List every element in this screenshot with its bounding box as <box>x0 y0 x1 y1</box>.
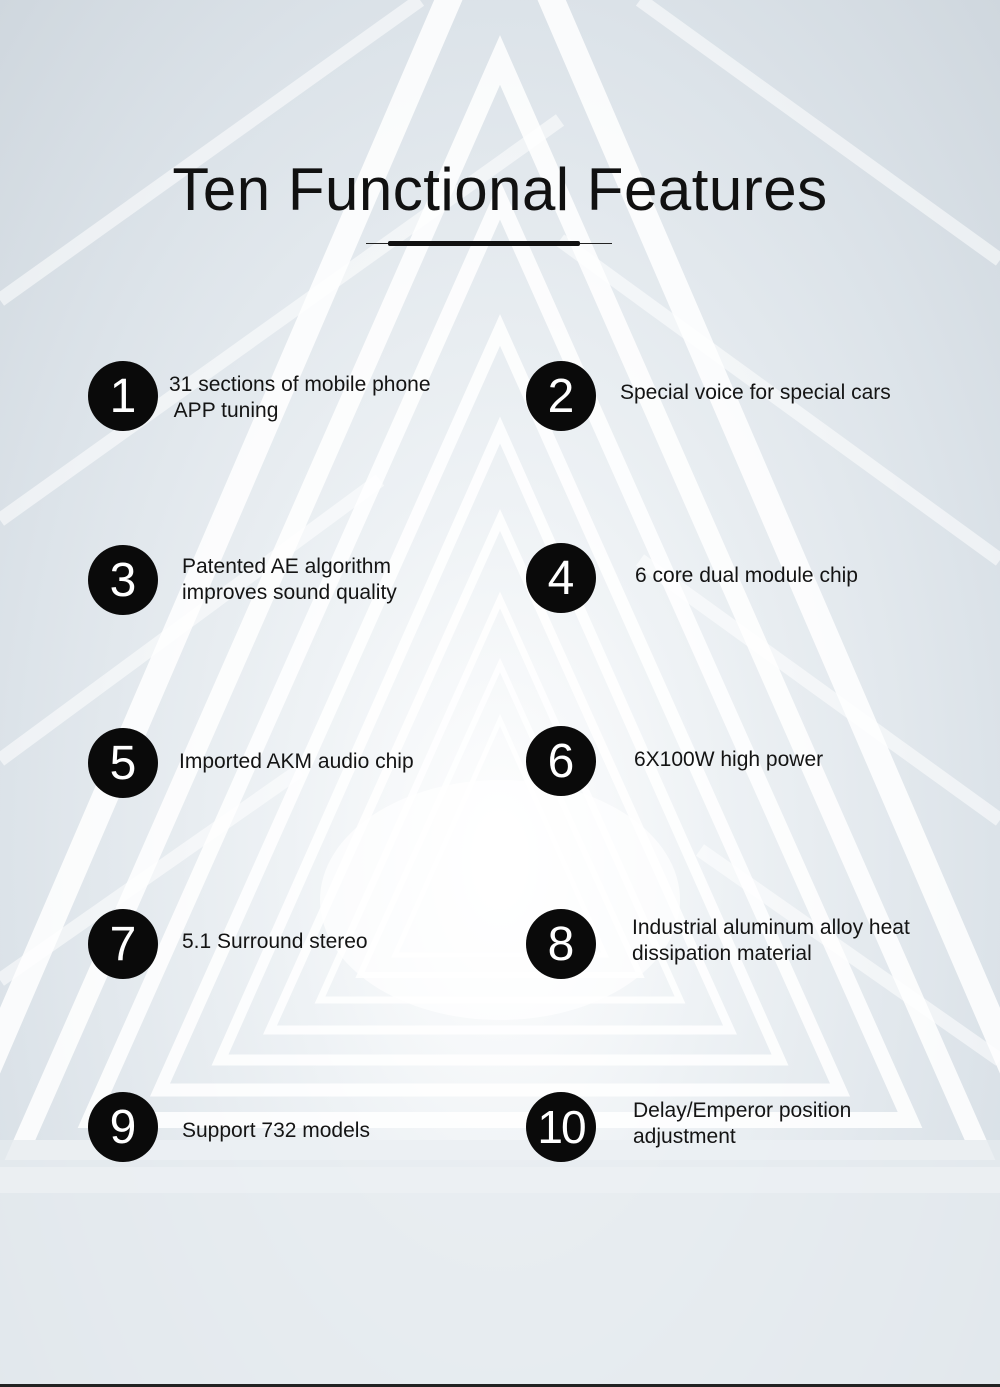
number-badge-6: 6 <box>526 726 596 796</box>
feature-line: Delay/Emperor position <box>633 1099 852 1122</box>
feature-line: 6 core dual module chip <box>635 564 858 587</box>
feature-line: Imported AKM audio chip <box>179 750 414 773</box>
number-badge-10: 10 <box>526 1092 596 1162</box>
number-badge-3: 3 <box>88 545 158 615</box>
feature-text-9 <box>182 1118 502 1144</box>
feature-text-8 <box>632 915 952 967</box>
number-badge-2: 2 <box>526 361 596 431</box>
feature-text-1 <box>169 372 489 424</box>
number-badge-4: 4 <box>526 543 596 613</box>
feature-line: improves sound quality <box>182 581 397 604</box>
feature-text-2 <box>620 380 940 406</box>
feature-text-4 <box>635 563 955 589</box>
number-badge-7: 7 <box>88 909 158 979</box>
feature-line: APP tuning <box>169 399 279 422</box>
feature-text-10 <box>633 1098 953 1150</box>
feature-line: Patented AE algorithm <box>182 555 391 578</box>
feature-line: Special voice for special cars <box>620 381 891 404</box>
feature-text-7 <box>182 929 502 955</box>
feature-line: adjustment <box>633 1125 736 1148</box>
number-badge-1: 1 <box>88 361 158 431</box>
number-badge-5: 5 <box>88 728 158 798</box>
title-divider-accent <box>388 241 580 246</box>
feature-line: 6X100W high power <box>634 748 824 771</box>
feature-line: Industrial aluminum alloy heat <box>632 916 910 939</box>
feature-text-3 <box>182 554 502 606</box>
feature-line: Support 732 models <box>182 1119 370 1142</box>
number-badge-9: 9 <box>88 1092 158 1162</box>
feature-line: 5.1 Surround stereo <box>182 930 368 953</box>
feature-line: dissipation material <box>632 942 812 965</box>
feature-line: 31 sections of mobile phone <box>169 373 431 396</box>
number-badge-8: 8 <box>526 909 596 979</box>
feature-text-6 <box>634 747 954 773</box>
page-title: Ten Functional Features <box>172 156 828 223</box>
feature-text-5 <box>179 749 499 775</box>
